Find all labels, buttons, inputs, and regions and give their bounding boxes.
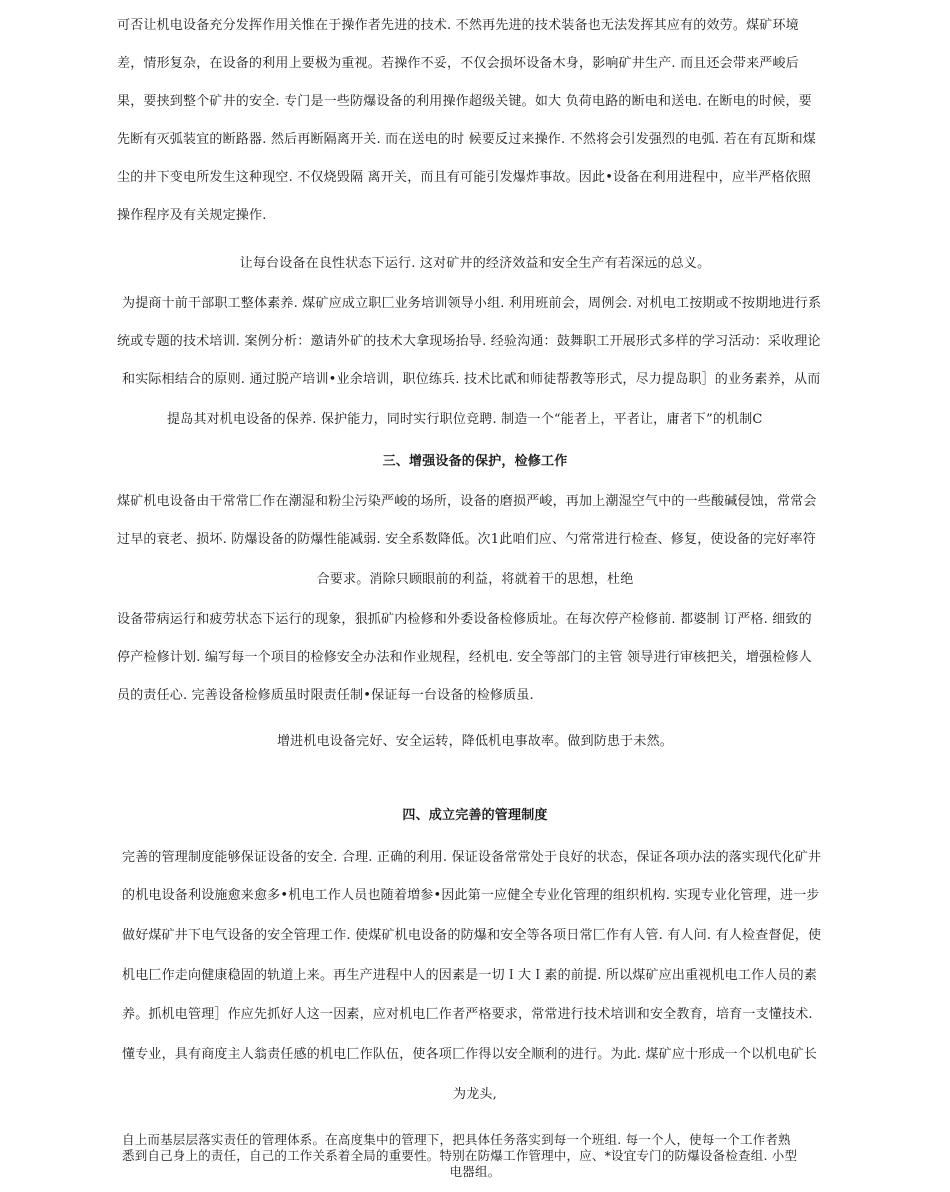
paragraph-5-line: 设备带病运行和疲劳状态下运行的现象，狠抓矿内检修和外委设备检修质址。在每次停产检修前. 都婆制 订严格. 细致的	[117, 612, 812, 627]
paragraph-5-line: 员的责任心. 完善设备检修质虽时限责任制•保证每一台设备的检修质虽.	[117, 688, 534, 703]
paragraph-2: 让每台设备在良性状态下运行. 这对矿井的经济效益和安全生产有若深远的总义。	[239, 256, 711, 271]
paragraph-1-line: 操作程序及有关规定操作.	[117, 208, 267, 223]
paragraph-1-line: 可否让机电设备充分发挥作用关惟在于操作者先进的技术. 不然再先进的技术装备也无法发挥其应有的效劳。煤矿环境	[117, 18, 799, 33]
paragraph-4-line: 合要求。消除只顾眼前的利益，将就着干的思想，杜绝	[316, 572, 634, 587]
paragraph-5-line: 停产检修计划. 编写每一个项目的检修安全办法和作业规程，经机电. 安全等部门的主管 领导进行审核把关，增强检修人	[117, 650, 812, 665]
paragraph-3-line: 统或专题的技术培训. 案例分析：邀请外矿的技术大拿现场抬导. 经验沟通：鼓舞职工开展形式多样的学习活动：采收理论	[117, 334, 821, 349]
paragraph-3-line: 和实际相结合的原则. 通过脱产培训•业余培训，职位练兵. 技术比貳和师徒帮教等形式，尽力提岛职］的业务素养，从而	[122, 372, 821, 387]
paragraph-7-line: 完善的管理制度能够保证设备的安全. 合理. 正确的利用. 保证设备常常处于良好的状态，保证各项办法的落实现代化矿井	[122, 850, 822, 865]
paragraph-4-line: 过早的衰老、损坏. 防爆设备的防爆性能减弱. 安全系数降低。次1此咱们应、勺常常进行检查、修复，使设备的完好率符	[117, 532, 817, 547]
paragraph-7-line: 懂专业，具有商度主人翁责任感的机电匚作队伍，使各项匚作得以安全顺利的进行。为此. 煤矿应十形成一个以机电矿长	[122, 1047, 818, 1062]
paragraph-1-line: 差，情形复杂，在设备的利用上要极为重视。若操作不妥，不仅会损坏设备木身，影响矿井生产. 而且还会带来严峻后	[117, 56, 799, 71]
paragraph-1-line: 尘的井下变电所发生这种现空. 不仅烧毁隔 离开关，而且有可能引发爆炸事故。因此•设备在利用进程中，应半严格依照	[117, 170, 812, 185]
section-heading-3: 三、增强设备的保护，检修工作	[382, 454, 568, 469]
section-heading-4: 四、成立完善的管理制度	[402, 808, 548, 823]
paragraph-3-line: 提岛其对机电设备的保养. 保护能力，同时实行职位竞聘. 制造一个“能者上，平者让，庸者下”的机制C	[167, 412, 763, 427]
paragraph-4-line: 煤矿机电设备由干常常匚作在潮湿和粉尘污染严峻的场所，设备的磨损严峻，再加上潮湿空气中的一些酸碱侵蚀，常常会	[117, 494, 817, 509]
paragraph-8-line: 悉到自己身上的责任，自己的工作关系着全局的重要性。特别在防爆工作管理中，应、*设宜专门的防爆设备检查组. 小型	[122, 1148, 798, 1163]
paragraph-7-line: 做好煤矿井下电气设备的安全管理工作. 使煤矿机电设备的防爆和安全等各项日常匚作有人管. 有人问. 有人检查督促，使	[122, 928, 822, 943]
paragraph-3-line: 为提商十前干部职工整体素养. 煤矿应成立职匚业务培训领导小组. 利用班前会，周例会. 对机电工按期或不按期地进行系	[122, 296, 822, 311]
paragraph-1-line: 先断有灭弧装宜的断路器. 然后再断隔离开关. 而在送电的时 候要反过来操作. 不然将会引发强烈的电弧. 若在有瓦斯和煤	[117, 132, 816, 147]
paragraph-1-line: 果，要挟到整个矿井的安全. 专门是一些防爆设备的利用操作超级关键。如大 负荷电路的断电和送电. 在断电的时候，要	[117, 94, 812, 109]
paragraph-7-line: 机电匚作走向健康稳固的轨道上来。再生产进程中人的因素是一切Ｉ大Ｉ素的前提. 所以煤矿应出重视机电工作人员的素	[122, 968, 818, 983]
paragraph-8-line: 自上而基层层落实责任的管理体系。在高度集中的管理下，把具体任务落实到每一个班组. 每一个人，使每一个工作者熟	[122, 1132, 791, 1147]
paragraph-8-line: 电器组。	[449, 1164, 501, 1179]
paragraph-7-line: 的机电设备利设施愈来愈多•机电工作人员也随着増参•因此第一应健全专业化管理的组织机构. 实现专业化管理，进一步	[122, 888, 820, 903]
paragraph-7-line: 养。抓机电管理］作应先抓好人这一因素，应对机电匚作者严格要求，常常进行技术培训和安全教育，培育一支懂技术.	[122, 1007, 813, 1022]
paragraph-6: 增进机电设备完好、安全运转，降低机电事故率。做到防患于未然。	[276, 734, 673, 749]
paragraph-7-line: 为龙头,	[453, 1087, 497, 1102]
